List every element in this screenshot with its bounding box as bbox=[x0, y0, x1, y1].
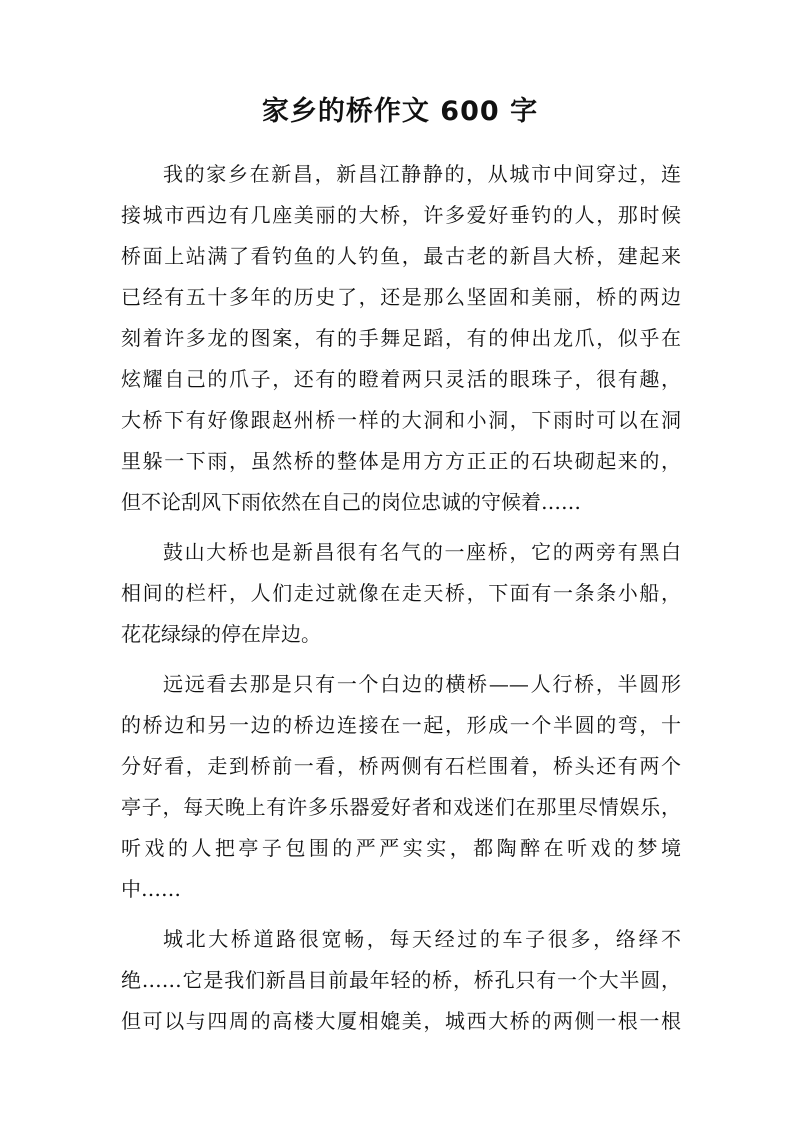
paragraph-4 bbox=[121, 919, 681, 1042]
text-line: 鼓山大桥也是新昌很有名气的一座桥，它的两旁有黑白 bbox=[163, 540, 681, 564]
text-line: 分好看，走到桥前一看，桥两侧有石栏围着，桥头还有两个 bbox=[121, 754, 681, 778]
text-line: 相间的栏杆，人们走过就像在走天桥，下面有一条条小船， bbox=[121, 581, 681, 605]
text-line: 里躲一下雨，虽然桥的整体是用方方正正的石块砌起来的， bbox=[121, 449, 681, 473]
text-line: 已经有五十多年的历史了，还是那么坚固和美丽，桥的两边 bbox=[121, 285, 681, 309]
text-line: 中…… bbox=[121, 877, 181, 901]
text-line: 亭子，每天晚上有许多乐器爱好者和戏迷们在那里尽情娱乐， bbox=[121, 795, 681, 819]
text-line: 炫耀自己的爪子，还有的瞪着两只灵活的眼珠子，很有趣， bbox=[121, 367, 681, 391]
text-line: 绝……它是我们新昌目前最年轻的桥，桥孔只有一个大半圆， bbox=[121, 968, 681, 992]
text-line: 的桥边和另一边的桥边连接在一起，形成一个半圆的弯，十 bbox=[121, 713, 681, 737]
document-title: 家乡的桥作文 600 字 bbox=[261, 96, 539, 127]
text-line: 接城市西边有几座美丽的大桥，许多爱好垂钓的人，那时候 bbox=[121, 203, 681, 227]
essay-body bbox=[121, 154, 681, 1042]
text-line: 远远看去那是只有一个白边的横桥——人行桥，半圆形 bbox=[163, 672, 681, 696]
text-line: 听戏的人把亭子包围的严严实实，都陶醉在听戏的梦境 bbox=[121, 836, 681, 860]
text-line: 大桥下有好像跟赵州桥一样的大洞和小洞，下雨时可以在洞 bbox=[121, 408, 681, 432]
text-line: 但不论刮风下雨依然在自己的岗位忠诚的守候着…… bbox=[121, 490, 581, 514]
text-line: 但可以与四周的高楼大厦相媲美，城西大桥的两侧一根一根 bbox=[121, 1009, 681, 1033]
text-line: 桥面上站满了看钓鱼的人钓鱼，最古老的新昌大桥，建起来 bbox=[121, 244, 681, 268]
text-line: 我的家乡在新昌，新昌江静静的，从城市中间穿过，连 bbox=[163, 162, 681, 186]
paragraph-1 bbox=[121, 154, 681, 523]
paragraph-2 bbox=[121, 532, 681, 655]
text-line: 刻着许多龙的图案，有的手舞足蹈，有的伸出龙爪，似乎在 bbox=[121, 326, 681, 350]
text-line: 花花绿绿的停在岸边。 bbox=[121, 622, 321, 646]
paragraph-3 bbox=[121, 664, 681, 910]
text-line: 城北大桥道路很宽畅，每天经过的车子很多，络绎不 bbox=[163, 927, 681, 951]
